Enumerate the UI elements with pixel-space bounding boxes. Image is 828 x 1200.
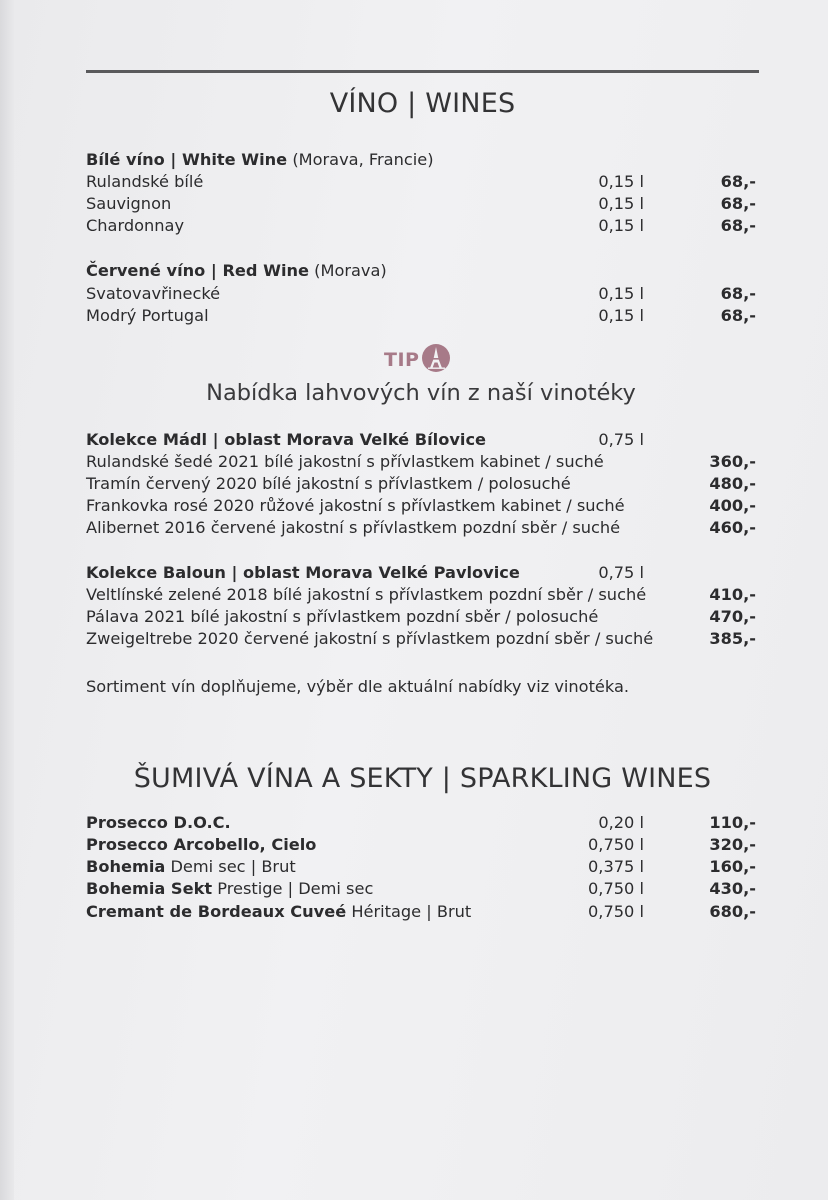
item-volume: 0,15 l bbox=[598, 306, 644, 325]
item-name: Rulandské bílé bbox=[86, 172, 204, 191]
item-name-bold: Bohemia Sekt bbox=[86, 879, 213, 898]
sparkling-title: ŠUMIVÁ VÍNA A SEKTY | SPARKLING WINES bbox=[133, 763, 712, 794]
item-name: Zweigeltrebe 2020 červené jakostní s přívlastkem pozdní sběr / suché bbox=[86, 629, 654, 648]
item-name: Chardonnay bbox=[86, 216, 185, 235]
item-name: Sauvignon bbox=[86, 194, 172, 213]
item-name-bold: Prosecco Arcobello, Cielo bbox=[86, 835, 317, 854]
item-price: 410,- bbox=[709, 585, 756, 604]
list-item bbox=[86, 473, 756, 495]
item-price: 68,- bbox=[720, 216, 756, 235]
list-item bbox=[86, 628, 756, 650]
item-name-detail: Prestige | Demi sec bbox=[212, 879, 374, 898]
item-volume: 0,15 l bbox=[598, 284, 644, 303]
baloun-header: Kolekce Baloun | oblast Morava Velké Pavlovice bbox=[86, 563, 520, 582]
item-price: 360,- bbox=[709, 452, 756, 471]
eiffel-tower-icon bbox=[421, 343, 451, 377]
baloun-volume: 0,75 l bbox=[598, 563, 644, 582]
list-item bbox=[86, 451, 756, 473]
item-name: Svatovavřinecké bbox=[86, 284, 221, 303]
list-item bbox=[86, 283, 756, 305]
item-volume: 0,20 l bbox=[598, 813, 644, 832]
list-item bbox=[86, 215, 756, 237]
item-name-detail: Héritage | Brut bbox=[346, 902, 472, 921]
item-name: Tramín červený 2020 bílé jakostní s přívlastkem / polosuché bbox=[86, 474, 571, 493]
list-item bbox=[86, 193, 756, 215]
item-name: Frankovka rosé 2020 růžové jakostní s přívlastkem kabinet / suché bbox=[86, 496, 625, 515]
item-name: Rulandské šedé 2021 bílé jakostní s přívlastkem kabinet / suché bbox=[86, 452, 604, 471]
tip-badge bbox=[384, 345, 451, 375]
item-price: 430,- bbox=[709, 879, 756, 898]
list-item bbox=[86, 834, 756, 856]
item-price: 160,- bbox=[709, 857, 756, 876]
item-price: 68,- bbox=[720, 284, 756, 303]
item-volume: 0,750 l bbox=[588, 835, 644, 854]
red-wine-header bbox=[86, 260, 756, 282]
item-volume: 0,375 l bbox=[588, 857, 644, 876]
page-edge-shadow bbox=[0, 0, 14, 1200]
white-wine-header bbox=[86, 149, 756, 171]
baloun-header-row bbox=[86, 562, 756, 584]
item-price: 400,- bbox=[709, 496, 756, 515]
item-name-bold: Prosecco D.O.C. bbox=[86, 813, 231, 832]
list-item bbox=[86, 584, 756, 606]
white-wine-header-origin: (Morava, Francie) bbox=[287, 150, 434, 169]
item-name-bold: Bohemia bbox=[86, 857, 166, 876]
red-wine-header-bold: Červené víno | Red Wine bbox=[86, 261, 310, 280]
item-name: Pálava 2021 bílé jakostní s přívlastkem pozdní sběr / polosuché bbox=[86, 607, 599, 626]
madl-header-row bbox=[86, 429, 756, 451]
item-price: 68,- bbox=[720, 172, 756, 191]
list-item bbox=[86, 171, 756, 193]
item-volume: 0,15 l bbox=[598, 216, 644, 235]
item-volume: 0,750 l bbox=[588, 879, 644, 898]
white-wine-header-bold: Bílé víno | White Wine bbox=[86, 150, 288, 169]
list-item bbox=[86, 606, 756, 628]
item-name-detail: Demi sec | Brut bbox=[165, 857, 296, 876]
madl-volume: 0,75 l bbox=[598, 430, 644, 449]
item-price: 680,- bbox=[709, 902, 756, 921]
top-rule bbox=[86, 70, 759, 73]
item-price: 68,- bbox=[720, 306, 756, 325]
item-name: Modrý Portugal bbox=[86, 306, 209, 325]
item-name-bold: Cremant de Bordeaux Cuveé bbox=[86, 902, 347, 921]
list-item bbox=[86, 517, 756, 539]
item-name: Veltlínské zelené 2018 bílé jakostní s přívlastkem pozdní sběr / suché bbox=[86, 585, 647, 604]
list-item bbox=[86, 901, 756, 923]
item-price: 110,- bbox=[709, 813, 756, 832]
item-price: 470,- bbox=[709, 607, 756, 626]
list-item bbox=[86, 812, 756, 834]
list-item bbox=[86, 878, 756, 900]
assortment-note: Sortiment vín doplňujeme, výběr dle aktuální nabídky viz vinotéka. bbox=[86, 677, 630, 696]
item-volume: 0,750 l bbox=[588, 902, 644, 921]
list-item bbox=[86, 305, 756, 327]
item-price: 68,- bbox=[720, 194, 756, 213]
item-price: 320,- bbox=[709, 835, 756, 854]
item-price: 385,- bbox=[709, 629, 756, 648]
tip-label: TIP bbox=[384, 349, 420, 371]
bottled-wines-heading: Nabídka lahvových vín z naší vinotéky bbox=[206, 380, 636, 406]
item-volume: 0,15 l bbox=[598, 194, 644, 213]
item-price: 460,- bbox=[709, 518, 756, 537]
item-price: 480,- bbox=[709, 474, 756, 493]
item-name: Alibernet 2016 červené jakostní s přívlastkem pozdní sběr / suché bbox=[86, 518, 621, 537]
item-volume: 0,15 l bbox=[598, 172, 644, 191]
red-wine-header-origin: (Morava) bbox=[309, 261, 387, 280]
list-item bbox=[86, 495, 756, 517]
list-item bbox=[86, 856, 756, 878]
madl-header: Kolekce Mádl | oblast Morava Velké Bílovice bbox=[86, 430, 487, 449]
wines-title: VÍNO | WINES bbox=[329, 88, 516, 119]
